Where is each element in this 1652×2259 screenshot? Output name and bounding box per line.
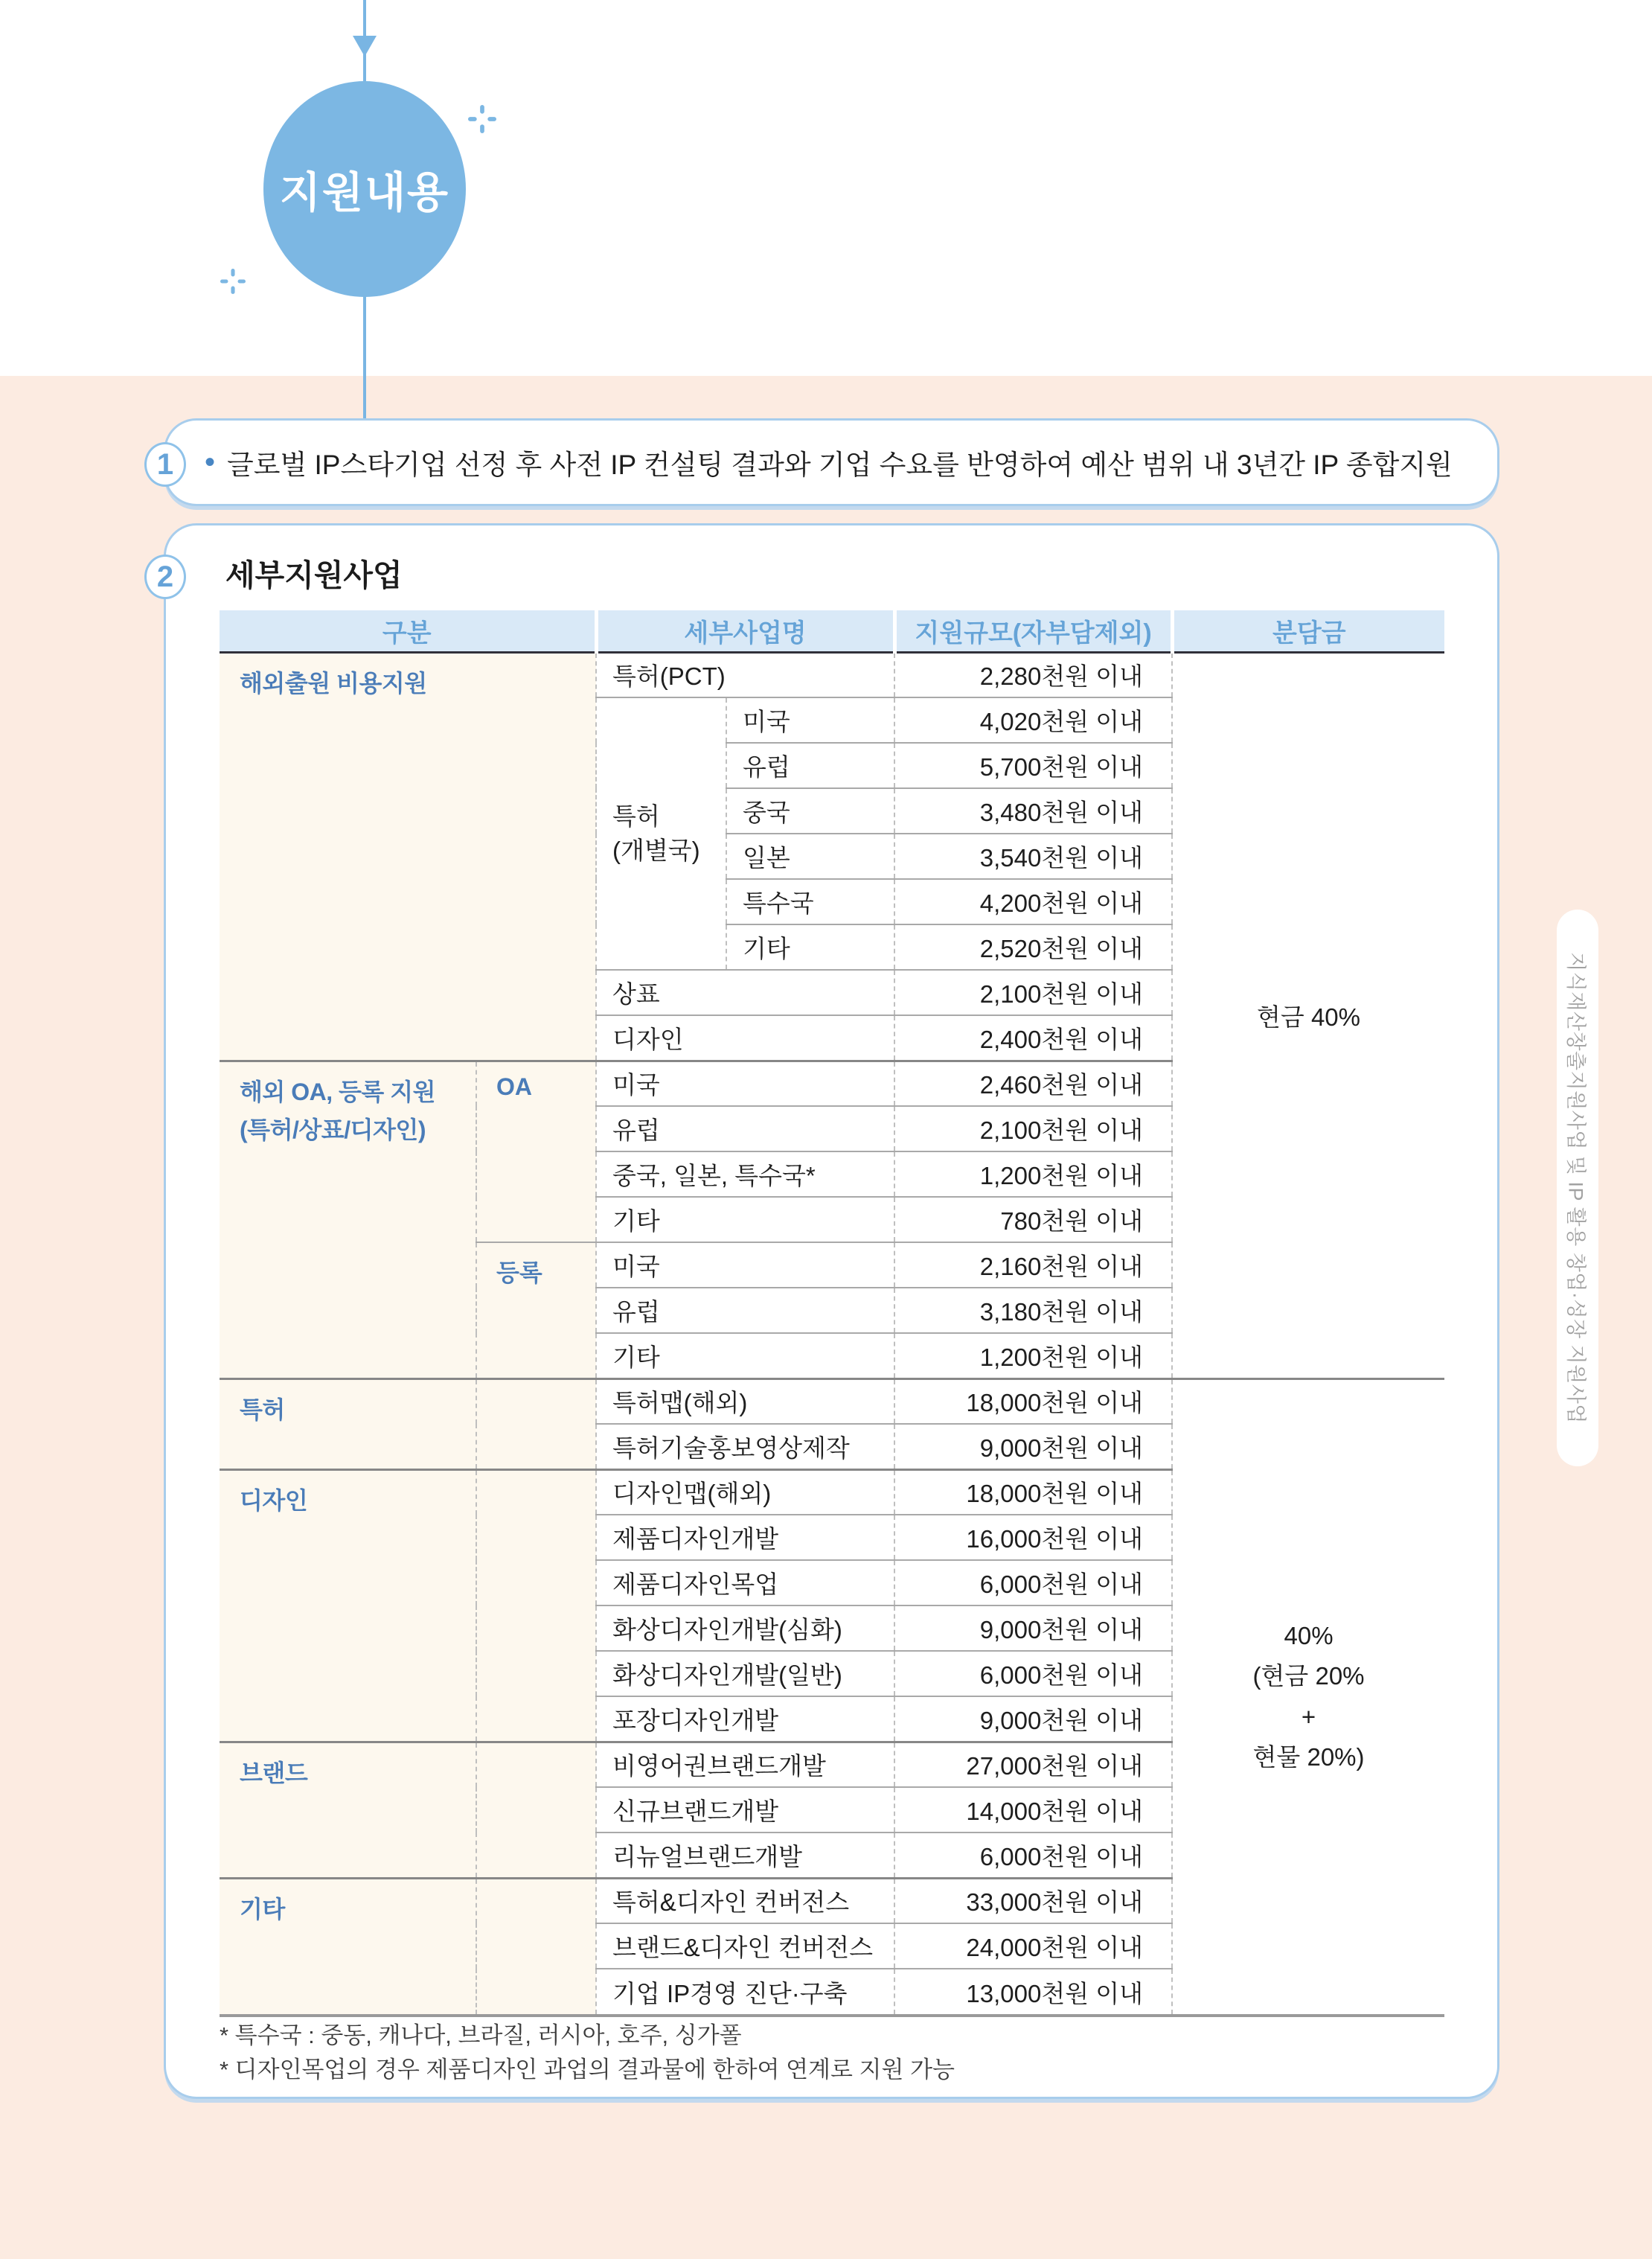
amount-cell: 5,700천원 이내 <box>894 743 1172 788</box>
amount-cell: 6,000천원 이내 <box>894 1560 1172 1605</box>
project-cell: 특허맵(해외) <box>596 1378 894 1424</box>
sparkle-icon <box>468 105 496 133</box>
share-cell: 현금 40% <box>1172 652 1444 1378</box>
project-cell: 기타 <box>596 1197 894 1242</box>
amount-cell: 3,180천원 이내 <box>894 1288 1172 1333</box>
project-cell: 특허기술홍보영상제작 <box>596 1424 894 1469</box>
detail-title: 세부지원사업 <box>225 558 403 592</box>
amount-cell: 2,460천원 이내 <box>894 1061 1172 1106</box>
amount-cell: 2,100천원 이내 <box>894 1106 1172 1151</box>
amount-cell: 2,280천원 이내 <box>894 652 1172 697</box>
amount-cell: 3,480천원 이내 <box>894 788 1172 834</box>
amount-cell: 9,000천원 이내 <box>894 1696 1172 1742</box>
project-cell: 리뉴얼브랜드개발 <box>596 1833 894 1878</box>
amount-cell: 9,000천원 이내 <box>894 1605 1172 1651</box>
subcategory-cell: 등록 <box>476 1242 596 1378</box>
category-spacer-cell <box>476 1878 596 2014</box>
amount-cell: 24,000천원 이내 <box>894 1923 1172 1969</box>
category-cell: 특허 <box>220 1378 476 1469</box>
category-cell: 기타 <box>220 1878 476 2014</box>
country-cell: 유럽 <box>726 743 894 788</box>
project-cell: 유럽 <box>596 1288 894 1333</box>
project-cell: 미국 <box>596 1242 894 1288</box>
project-cell: 비영어권브랜드개발 <box>596 1742 894 1787</box>
footnote: * 디자인목업의 경우 제품디자인 과업의 결과물에 한하여 연계로 지원 가능 <box>220 2057 955 2083</box>
support-table <box>220 610 1444 2014</box>
project-cell: 유럽 <box>596 1106 894 1151</box>
col-header: 분담금 <box>1172 610 1444 652</box>
amount-cell: 4,200천원 이내 <box>894 879 1172 924</box>
col-header: 세부사업명 <box>596 610 894 652</box>
category-spacer-cell <box>476 1742 596 1878</box>
amount-cell: 780천원 이내 <box>894 1197 1172 1242</box>
project-cell: 기업 IP경영 진단·구축 <box>596 1969 894 2014</box>
project-cell: 브랜드&디자인 컨버전스 <box>596 1923 894 1969</box>
category-cell: 브랜드 <box>220 1742 476 1878</box>
category-spacer-cell <box>476 1378 596 1469</box>
section-title: 지원내용 <box>279 169 450 217</box>
project-cell: 화상디자인개발(심화) <box>596 1605 894 1651</box>
project-cell: 미국 <box>596 1061 894 1106</box>
project-cell: 화상디자인개발(일반) <box>596 1651 894 1696</box>
bullet-dot: • <box>205 446 216 479</box>
subcategory-cell: 특허 (개별국) <box>596 697 726 970</box>
amount-cell: 1,200천원 이내 <box>894 1151 1172 1197</box>
country-cell: 미국 <box>726 697 894 743</box>
overview-text: 글로벌 IP스타기업 선정 후 사전 IP 컨설팅 결과와 기업 수요를 반영하여 예산 범위 내 3년간 IP 종합지원 <box>227 450 1453 480</box>
project-cell: 제품디자인개발 <box>596 1515 894 1560</box>
item-number: 2 <box>156 560 174 593</box>
arrow-down-icon <box>353 36 377 57</box>
amount-cell: 3,540천원 이내 <box>894 834 1172 879</box>
country-cell: 기타 <box>726 924 894 970</box>
amount-cell: 2,520천원 이내 <box>894 924 1172 970</box>
detail-card <box>156 523 1499 2099</box>
table-row <box>220 1378 1444 1424</box>
col-header: 구분 <box>220 610 596 652</box>
item-number-badge <box>144 555 186 599</box>
support-table-wrap <box>220 610 1444 2017</box>
amount-cell: 4,020천원 이내 <box>894 697 1172 743</box>
project-cell: 디자인맵(해외) <box>596 1469 894 1515</box>
project-cell: 디자인 <box>596 1015 894 1061</box>
sparkle-icon <box>220 269 246 294</box>
amount-cell: 6,000천원 이내 <box>894 1833 1172 1878</box>
overview-content <box>166 421 1497 504</box>
country-cell: 특수국 <box>726 879 894 924</box>
project-cell: 기타 <box>596 1333 894 1378</box>
item-number: 1 <box>156 447 174 481</box>
category-cell: 해외 OA, 등록 지원 (특허/상표/디자인) <box>220 1061 476 1378</box>
footnotes <box>220 2019 955 2087</box>
project-cell: 제품디자인목업 <box>596 1560 894 1605</box>
footnote: * 특수국 : 중동, 캐나다, 브라질, 러시아, 호주, 싱가폴 <box>220 2022 742 2048</box>
side-tab <box>1557 910 1598 1466</box>
overview-card <box>156 418 1499 506</box>
share-cell: 40% (현금 20% + 현물 20%) <box>1172 1378 1444 2014</box>
amount-cell: 9,000천원 이내 <box>894 1424 1172 1469</box>
amount-cell: 33,000천원 이내 <box>894 1878 1172 1923</box>
amount-cell: 2,160천원 이내 <box>894 1242 1172 1288</box>
amount-cell: 2,100천원 이내 <box>894 970 1172 1015</box>
amount-cell: 18,000천원 이내 <box>894 1378 1172 1424</box>
table-header-row <box>220 610 1444 652</box>
section-title-circle <box>263 81 466 297</box>
amount-cell: 18,000천원 이내 <box>894 1469 1172 1515</box>
category-cell: 디자인 <box>220 1469 476 1742</box>
amount-cell: 27,000천원 이내 <box>894 1742 1172 1787</box>
table-row <box>220 652 1444 697</box>
project-cell: 특허&디자인 컨버전스 <box>596 1878 894 1923</box>
amount-cell: 2,400천원 이내 <box>894 1015 1172 1061</box>
amount-cell: 13,000천원 이내 <box>894 1969 1172 2014</box>
project-cell: 상표 <box>596 970 894 1015</box>
side-tab-label: 지식재산창출지원사업 및 IP 활용 창업·성장 지원사업 <box>1564 952 1587 1424</box>
project-cell: 신규브랜드개발 <box>596 1787 894 1833</box>
col-header: 지원규모(자부담제외) <box>894 610 1172 652</box>
amount-cell: 6,000천원 이내 <box>894 1651 1172 1696</box>
country-cell: 일본 <box>726 834 894 879</box>
category-cell: 해외출원 비용지원 <box>220 652 596 1061</box>
amount-cell: 14,000천원 이내 <box>894 1787 1172 1833</box>
subcategory-cell: OA <box>476 1061 596 1242</box>
project-cell: 특허(PCT) <box>596 652 894 697</box>
project-cell: 중국, 일본, 특수국* <box>596 1151 894 1197</box>
country-cell: 중국 <box>726 788 894 834</box>
amount-cell: 16,000천원 이내 <box>894 1515 1172 1560</box>
category-spacer-cell <box>476 1469 596 1742</box>
amount-cell: 1,200천원 이내 <box>894 1333 1172 1378</box>
project-cell: 포장디자인개발 <box>596 1696 894 1742</box>
flow-line-bottom <box>363 296 366 418</box>
